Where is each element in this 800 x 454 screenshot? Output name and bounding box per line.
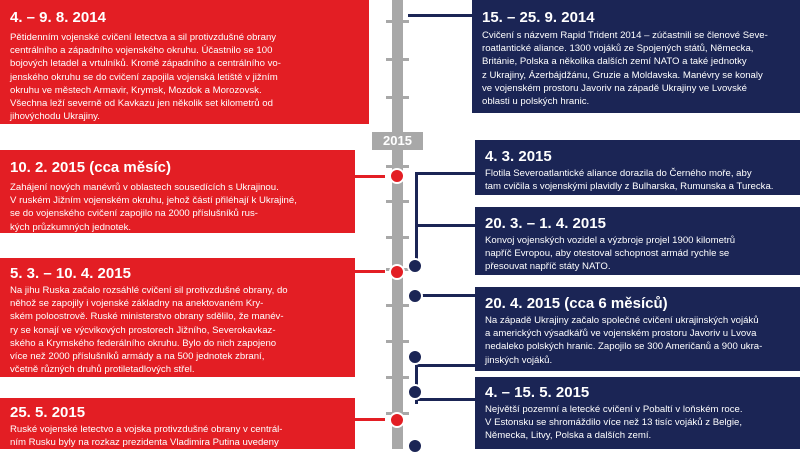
- year-badge: 2015: [372, 132, 423, 150]
- event-card-nato: [472, 0, 800, 113]
- timeline-tick: [386, 304, 409, 307]
- timeline-dot-navy: [407, 349, 423, 365]
- event-card-nato: [475, 377, 800, 449]
- event-card-nato: [475, 207, 800, 275]
- timeline-dot-navy: [407, 288, 423, 304]
- event-description: Konvoj vojenských vozidel a výzbroje projel 1900 kilometrů napříč Evropou, aby otestoval schopnost armád rychle se přesouvat napříč státy NATO.: [485, 235, 736, 273]
- event-description: Pětidenním vojenské cvičení letectva a sil protivzdušné obrany centrálního a západního vojenského okruhu. Účastnilo se 100 bojových letadel a vrtulníků. Kromě západního a centrálního vo- jenského okruhu se do cvičení zapojila vojenská letiště v jižním okruhu ve městech Armavir, Krymsk, Mozdok a Morozovsk. Všechna leží severně od Kavkazu jen několik set kilometrů od jihovýchodu Ukrajiny.: [10, 32, 281, 123]
- event-date: 20. 3. – 1. 4. 2015: [485, 215, 606, 232]
- timeline-tick: [386, 200, 409, 203]
- timeline-dot-navy: [407, 384, 423, 400]
- connector-navy: [415, 172, 475, 175]
- connector-red: [355, 175, 385, 178]
- timeline-dot-navy: [407, 438, 423, 454]
- event-description: Cvičení s názvem Rapid Trident 2014 – zúčastnili se členové Seve- roatlantické aliance. 1300 vojáků ze Spojených států, Německa, Británie, Polska a několika dalších zemí NATO a také jednotky z Ukrajiny, Ázerbájdžánu, Gruzie a Moldavska. Manévry se konaly ve vojenském prostoru Javoriv na západě Ukrajiny ve Lvovské oblasti u polských hranic.: [482, 30, 768, 108]
- event-date: 25. 5. 2015: [10, 404, 86, 421]
- timeline-dot-red: [389, 168, 405, 184]
- connector-navy: [408, 14, 472, 17]
- event-date: 4. – 15. 5. 2015: [485, 384, 590, 401]
- connector-navy: [415, 294, 475, 297]
- connector-red: [355, 270, 385, 273]
- event-date: 4. 3. 2015: [485, 148, 552, 165]
- event-card-russia: [0, 258, 355, 377]
- event-card-russia: [0, 150, 355, 233]
- event-description: Na západě Ukrajiny začalo společné cvičení ukrajinských vojáků a amerických výsadkářů ve vojenském prostoru Javoriv u Lvova nedaleko polských hranic. Zapojilo se 300 Američanů a 900 ukra- jinských vojáků.: [485, 315, 763, 366]
- event-date: 15. – 25. 9. 2014: [482, 9, 595, 26]
- timeline-dot-navy: [407, 258, 423, 274]
- connector-navy: [415, 364, 475, 367]
- event-card-nato: [475, 140, 800, 195]
- timeline-tick: [386, 58, 409, 61]
- event-date: 20. 4. 2015 (cca 6 měsíců): [485, 295, 668, 312]
- event-description: Zahájení nových manévrů v oblastech sousedících s Ukrajinou. V ruském Jižním vojenském okruhu, jehož částí přiléhají k Ukrajiné, se do vojenského cvičení zapojilo na 2000 příslušníků rus- kých průzkumných jednotek.: [10, 182, 297, 233]
- event-card-nato: [475, 287, 800, 371]
- event-description: Na jihu Ruska začalo rozsáhlé cvičení sil protivzdušné obrany, do něhož se zapojily i vojenské základny na anektovaném Kry- ském poloostrově. Ruské ministerstvo obrany sdělilo, že manév- ry se konají ve výcvikových prostorech Jižního, Severokavkaz- ského a Krymského federálního okruhu. Bylo do nich zapojeno více než 2000 příslušníků armády a na 500 jednotek zbraní, včetně různých druhů protiletadlových střel.: [10, 285, 288, 376]
- timeline-axis: [392, 0, 403, 449]
- connector-red: [355, 0, 369, 124]
- timeline-tick: [386, 236, 409, 239]
- event-date: 10. 2. 2015 (cca měsíc): [10, 159, 171, 176]
- connector-navy: [415, 172, 418, 267]
- timeline-tick: [386, 376, 409, 379]
- event-card-russia: [0, 398, 355, 449]
- timeline-dot-red: [389, 264, 405, 280]
- event-date: 5. 3. – 10. 4. 2015: [10, 265, 131, 282]
- event-date: 4. – 9. 8. 2014: [10, 9, 106, 26]
- timeline-tick: [386, 340, 409, 343]
- connector-red: [355, 418, 385, 421]
- timeline-tick: [386, 96, 409, 99]
- timeline-dot-red: [389, 412, 405, 428]
- connector-navy: [415, 398, 475, 401]
- event-description: Ruské vojenské letectvo a vojska protivzdušné obrany v centrál- ním Rusku byly na rozkaz prezidenta Vladimira Putina uvedeny: [10, 424, 283, 449]
- timeline-tick: [386, 20, 409, 23]
- event-description: Největší pozemní a letecké cvičení v Pobaltí v loňském roce. V Estonsku se shromáždilo více než 13 tisíc vojáků z Belgie, Německa, Litvy, Polska a dalších zemí.: [485, 404, 743, 442]
- event-description: Flotila Severoatlantické aliance dorazila do Černého moře, aby tam cvičila s vojenskými plavidly z Bulharska, Rumunska a Turecka.: [485, 168, 774, 193]
- connector-navy: [415, 224, 475, 227]
- event-card-russia: [0, 0, 355, 124]
